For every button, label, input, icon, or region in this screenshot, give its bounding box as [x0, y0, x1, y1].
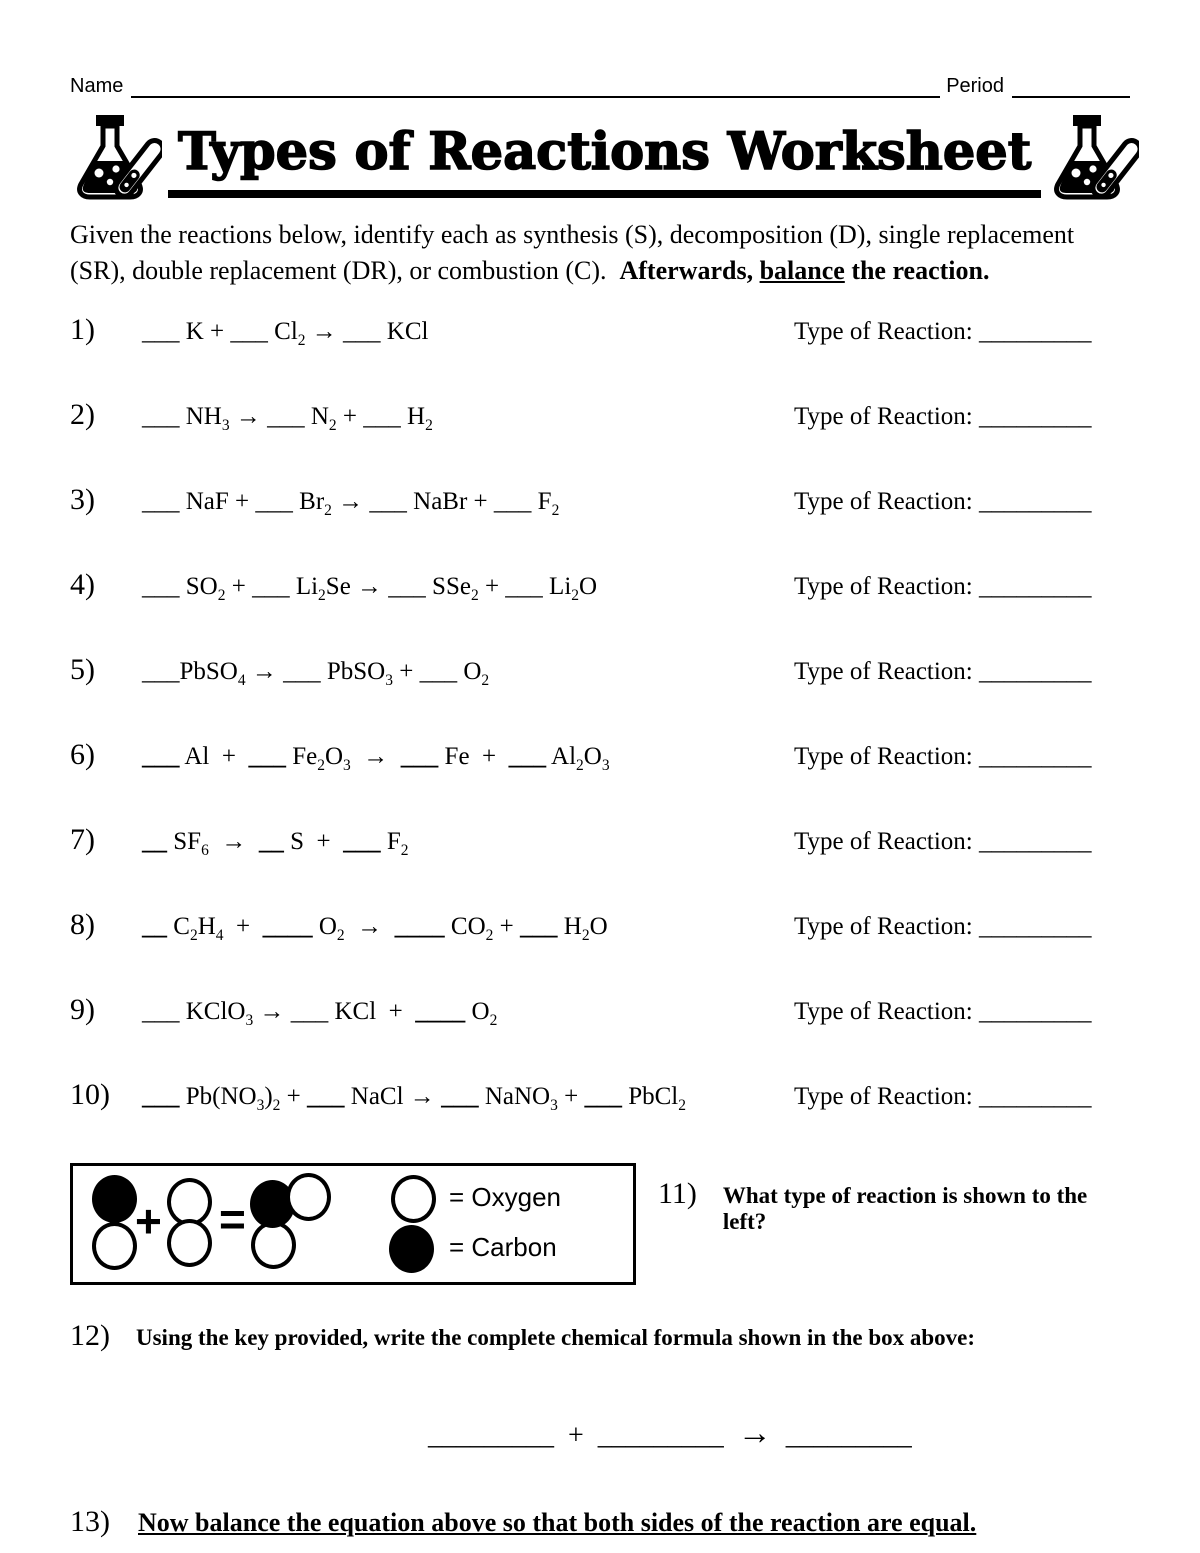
answer-blank-3: _________ [785, 1420, 912, 1451]
question-11-number: 11) [658, 1177, 697, 1210]
reaction-equation: __ $SF_6$ → __ S + ___ $F_2$ [142, 828, 409, 859]
flask-icon [70, 112, 162, 207]
reaction-row-3 [70, 483, 1130, 525]
question-13-text: Now balance the equation above so that both sides of the reaction are equal. [138, 1508, 977, 1537]
molecule-diagram-box [70, 1163, 636, 1285]
period-blank-line [1012, 74, 1130, 98]
reaction-row-7 [70, 823, 1130, 865]
reaction-equation: ___ K + ___ $Cl_2$ → ___ KCl [142, 318, 429, 349]
title-row [70, 112, 1130, 207]
type-of-reaction [794, 1083, 1130, 1111]
type-of-reaction [794, 998, 1130, 1026]
reaction-equation: __ $C_2H_4$ + ____ $O_2$ → ____ $CO_2$ + ___ $H_2O$ [142, 913, 608, 944]
type-of-reaction-label: Type of Reaction: [794, 1083, 973, 1110]
reaction-number: 5) [70, 653, 95, 686]
answer-blank-2: _________ [597, 1420, 724, 1451]
oxygen-atom [92, 1222, 137, 1270]
question-12-text: Using the key provided, write the complete chemical formula shown in the box above: [136, 1325, 976, 1350]
type-of-reaction-blank: _________ [979, 488, 1092, 515]
reaction-number: 6) [70, 738, 95, 771]
type-of-reaction-label: Type of Reaction: [794, 318, 973, 345]
instructions-bold-pre: Afterwards, [619, 256, 760, 285]
name-blank-line [131, 74, 940, 98]
type-of-reaction-label: Type of Reaction: [794, 403, 973, 430]
header [70, 74, 1130, 98]
reaction-number: 7) [70, 823, 95, 856]
type-of-reaction-label: Type of Reaction: [794, 998, 973, 1025]
diagram-section [70, 1163, 1130, 1285]
reaction-equation: ___ $SO_2$ + ___ $Li_2Se$ → ___ SSe$_2$ + ___ $Li_2O$ [142, 573, 598, 604]
type-of-reaction [794, 573, 1130, 601]
type-of-reaction-label: Type of Reaction: [794, 743, 973, 770]
reaction-equation: ___ $NH_3$ → ___ $N_2$ + ___ $H_2$ [142, 403, 433, 434]
flask-icon [1047, 112, 1139, 207]
reaction-row-9 [70, 993, 1130, 1035]
type-of-reaction [794, 658, 1130, 686]
question-12 [70, 1319, 1130, 1353]
reaction-equation: ___ NaF + ___ $Br_2$ → ___ NaBr + ___ $F_2$ [142, 488, 560, 519]
reaction-equation: ___ KClO$_3$ → ___ KCl + ____ $O_2$ [142, 998, 498, 1029]
type-of-reaction-blank: _________ [979, 318, 1092, 345]
type-of-reaction-label: Type of Reaction: [794, 658, 973, 685]
reaction-number: 9) [70, 993, 95, 1026]
reaction-row-6 [70, 738, 1130, 780]
type-of-reaction-blank: _________ [979, 658, 1092, 685]
reaction-number: 3) [70, 483, 95, 516]
type-of-reaction [794, 828, 1130, 856]
type-of-reaction-label: Type of Reaction: [794, 828, 973, 855]
type-of-reaction-blank: _________ [979, 573, 1092, 600]
type-of-reaction-blank: _________ [979, 828, 1092, 855]
reaction-number: 8) [70, 908, 95, 941]
type-of-reaction-blank: _________ [979, 743, 1092, 770]
type-of-reaction-blank: _________ [979, 913, 1092, 940]
reaction-equation: ___ $Pb(NO_3)_2$ + ___ NaCl → ___ NaNO$_3$ + ___ PbCl$_2$ [142, 1083, 686, 1114]
period-label: Period [946, 75, 1004, 97]
reaction-number: 10) [70, 1078, 110, 1111]
type-of-reaction-label: Type of Reaction: [794, 488, 973, 515]
reaction-equation: ___ Al + ___ $Fe_2O_3$ → ___ Fe + ___ $Al_2O_3$ [142, 743, 610, 774]
question-13 [70, 1505, 1130, 1539]
type-of-reaction-blank: _________ [979, 403, 1092, 430]
name-label: Name [70, 75, 124, 97]
type-of-reaction [794, 743, 1130, 771]
key-oxygen-circle [391, 1175, 436, 1223]
carbon-atom [92, 1175, 137, 1223]
instructions-balance-word: balance [759, 256, 845, 285]
instructions [70, 217, 1130, 289]
oxygen-atom [286, 1173, 331, 1221]
reaction-row-10 [70, 1078, 1130, 1120]
question-12-number: 12) [70, 1319, 110, 1352]
page-title: Types of Reactions Worksheet [168, 122, 1041, 198]
plus-sign: + [568, 1420, 584, 1451]
type-of-reaction-label: Type of Reaction: [794, 913, 973, 940]
reactions-list [70, 313, 1130, 1120]
reaction-number: 2) [70, 398, 95, 431]
type-of-reaction-label: Type of Reaction: [794, 573, 973, 600]
arrow-icon: → [737, 1415, 772, 1452]
key-oxygen-label: = Oxygen [449, 1182, 562, 1212]
reaction-row-4 [70, 568, 1130, 610]
formula-answer-line [70, 1415, 1130, 1453]
type-of-reaction [794, 318, 1130, 346]
reaction-number: 4) [70, 568, 95, 601]
type-of-reaction [794, 913, 1130, 941]
type-of-reaction [794, 403, 1130, 431]
key-carbon-circle [389, 1225, 434, 1273]
type-of-reaction [794, 488, 1130, 516]
instructions-bold-post: the reaction. [844, 256, 990, 285]
equals-sign: = [219, 1193, 246, 1245]
answer-blank-1: _________ [428, 1420, 554, 1451]
reaction-row-8 [70, 908, 1130, 950]
question-11-text: What type of reaction is shown to the left? [722, 1183, 1088, 1234]
reaction-number: 1) [70, 313, 95, 346]
reaction-row-5 [70, 653, 1130, 695]
instructions-line2: (SR), double replacement (DR), or combustion (C). [70, 256, 620, 285]
key-carbon-label: = Carbon [449, 1232, 557, 1262]
reaction-row-1 [70, 313, 1130, 355]
plus-sign: + [135, 1195, 162, 1247]
oxygen-atom [167, 1219, 212, 1267]
type-of-reaction-blank: _________ [979, 998, 1092, 1025]
instructions-line1: Given the reactions below, identify each as synthesis (S), decomposition (D), single replacement [70, 220, 1075, 249]
question-11 [658, 1177, 1130, 1235]
question-13-number: 13) [70, 1505, 110, 1538]
type-of-reaction-blank: _________ [979, 1083, 1092, 1110]
reaction-equation: ___PbSO$_4$ → ___ PbSO$_3$ + ___ $O_2$ [142, 658, 490, 689]
reaction-row-2 [70, 398, 1130, 440]
oxygen-atom [251, 1221, 296, 1269]
